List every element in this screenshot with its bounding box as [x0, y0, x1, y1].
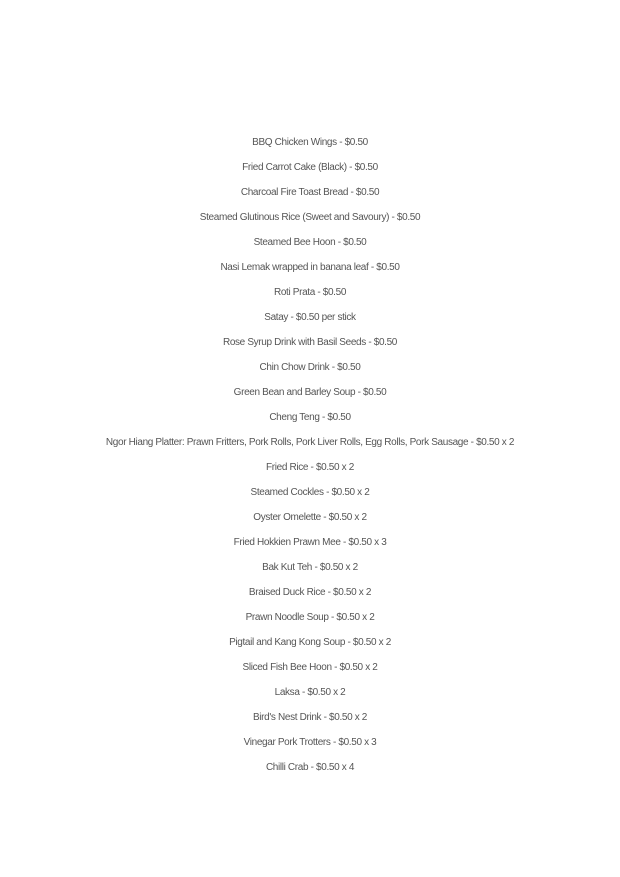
menu-item: Steamed Bee Hoon - $0.50 [253, 237, 367, 248]
menu-item: Oyster Omelette - $0.50 x 2 [253, 512, 367, 523]
menu-item: Ngor Hiang Platter: Prawn Fritters, Pork Rolls, Pork Liver Rolls, Egg Rolls, Pork Sausage - $0.50 x 2 [105, 437, 515, 448]
menu-item: Satay - $0.50 per stick [264, 312, 356, 323]
menu-item: Laksa - $0.50 x 2 [274, 687, 346, 698]
menu-item: Cheng Teng - $0.50 [269, 412, 351, 423]
menu-item: Nasi Lemak wrapped in banana leaf - $0.50 [220, 262, 400, 273]
menu-item: Fried Hokkien Prawn Mee - $0.50 x 3 [233, 537, 387, 548]
menu-item: Sliced Fish Bee Hoon - $0.50 x 2 [242, 662, 378, 673]
menu-item: BBQ Chicken Wings - $0.50 [252, 137, 368, 148]
menu-item: Braised Duck Rice - $0.50 x 2 [248, 587, 372, 598]
menu-item: Fried Rice - $0.50 x 2 [266, 462, 354, 473]
menu-item: Chilli Crab - $0.50 x 4 [265, 762, 355, 773]
menu-item: Green Bean and Barley Soup - $0.50 [233, 387, 387, 398]
menu-item: Charcoal Fire Toast Bread - $0.50 [240, 187, 380, 198]
menu-item: Vinegar Pork Trotters - $0.50 x 3 [243, 737, 377, 748]
menu-item: Bird's Nest Drink - $0.50 x 2 [252, 712, 368, 723]
menu-item: Bak Kut Teh - $0.50 x 2 [262, 562, 358, 573]
menu-item: Fried Carrot Cake (Black) - $0.50 [242, 162, 378, 173]
menu-item: Steamed Glutinous Rice (Sweet and Savoury) - $0.50 [199, 212, 421, 223]
menu-item: Steamed Cockles - $0.50 x 2 [250, 487, 370, 498]
menu-item: Prawn Noodle Soup - $0.50 x 2 [245, 612, 375, 623]
menu-list [0, 134, 620, 784]
menu-item: Rose Syrup Drink with Basil Seeds - $0.50 [222, 337, 398, 348]
menu-item: Pigtail and Kang Kong Soup - $0.50 x 2 [229, 637, 391, 648]
menu-item: Roti Prata - $0.50 [273, 287, 347, 298]
menu-item: Chin Chow Drink - $0.50 [259, 362, 361, 373]
